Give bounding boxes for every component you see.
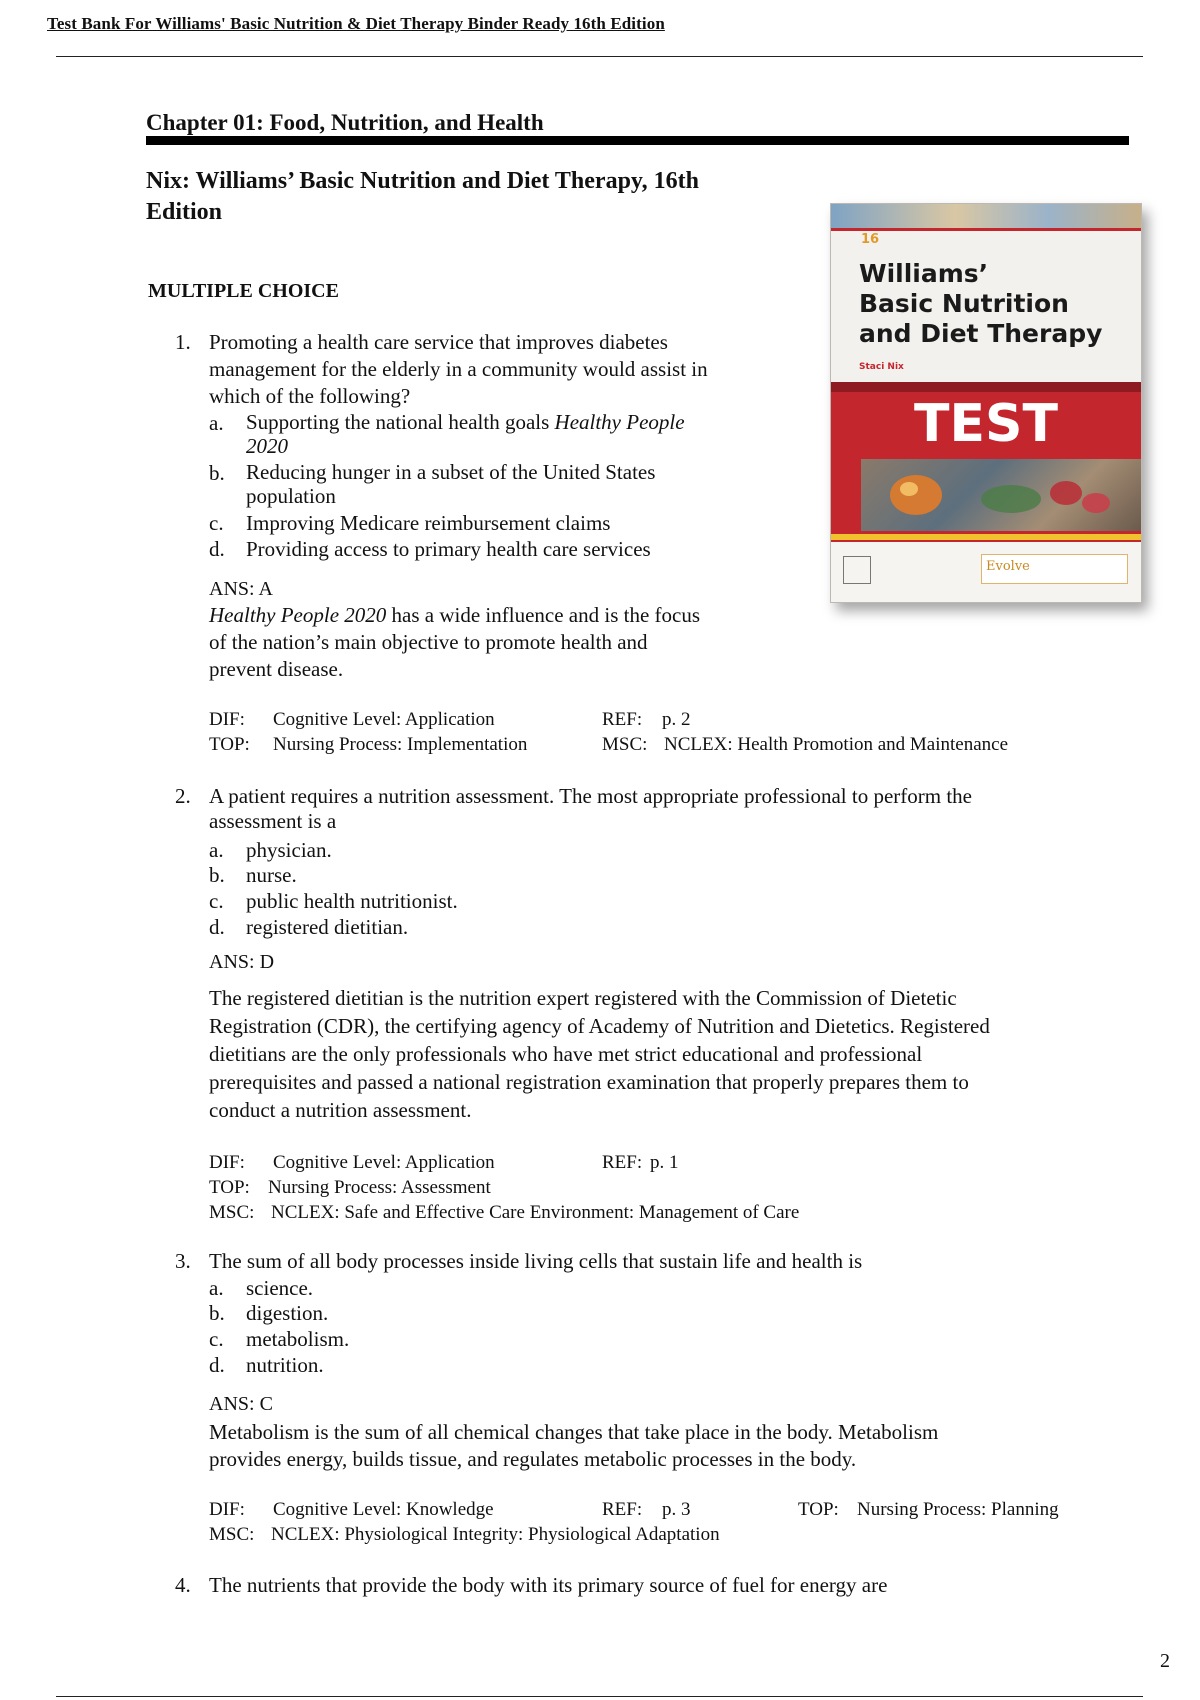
meta-dif-value: Cognitive Level: Knowledge xyxy=(273,1499,494,1520)
question-stem xyxy=(209,329,708,410)
option-letter: c. xyxy=(209,1327,224,1351)
page-number: 2 xyxy=(1160,1650,1170,1672)
book-title-line: Nix: Williams’ Basic Nutrition and Diet Therapy, 16th xyxy=(146,168,699,194)
cover-yellow-stripe xyxy=(831,534,1141,540)
rationale-line: conduct a nutrition assessment. xyxy=(209,1098,472,1122)
book-title xyxy=(146,166,699,228)
meta-top-value: Nursing Process: Implementation xyxy=(273,734,528,755)
option-letter: a. xyxy=(209,411,224,435)
option-line: Reducing hunger in a subset of the United States xyxy=(246,460,656,484)
cover-painting xyxy=(861,459,1141,531)
question-stem: The sum of all body processes inside living cells that sustain life and health is xyxy=(209,1249,863,1273)
option-text: science. xyxy=(246,1276,314,1300)
option-text-span: Supporting the national health goals xyxy=(246,410,555,434)
meta-msc-label: MSC: xyxy=(602,734,648,755)
meta-top-value: Nursing Process: Assessment xyxy=(268,1177,491,1198)
running-header: Test Bank For Williams' Basic Nutrition & Diet Therapy Binder Ready 16th Edition xyxy=(47,14,665,33)
option-letter: a. xyxy=(209,838,224,862)
meta-top-label: TOP: xyxy=(798,1499,839,1520)
meta-top-label: TOP: xyxy=(209,734,250,755)
meta-dif-value: Cognitive Level: Application xyxy=(273,1152,495,1173)
cover-test-bank-banner: TEST xyxy=(914,394,1058,454)
rationale xyxy=(209,984,990,1124)
rationale-line xyxy=(209,602,700,629)
question-number: 3. xyxy=(175,1249,191,1273)
option-letter: b. xyxy=(209,1301,225,1325)
answer-key: ANS: C xyxy=(209,1393,273,1415)
cover-painting-art xyxy=(861,459,1141,531)
question-stem: The nutrients that provide the body with its primary source of fuel for energy are xyxy=(209,1573,888,1597)
option-text: registered dietitian. xyxy=(246,915,409,939)
meta-top-label: TOP: xyxy=(209,1177,250,1198)
option-text: public health nutritionist. xyxy=(246,889,458,913)
meta-ref-label: REF: xyxy=(602,1152,643,1173)
book-cover-image xyxy=(830,203,1142,603)
question-stem xyxy=(209,783,972,835)
meta-dif-value: Cognitive Level: Application xyxy=(273,709,495,730)
cover-accent-line xyxy=(831,228,1141,231)
meta-top-value: Nursing Process: Planning xyxy=(857,1499,1059,1520)
rationale-text-span: has a wide influence and is the focus xyxy=(386,603,701,627)
option-letter: a. xyxy=(209,1276,224,1300)
option-text: metabolism. xyxy=(246,1327,350,1351)
rationale-line: The registered dietitian is the nutrition expert registered with the Commission of Dietetic xyxy=(209,986,957,1010)
option-text: digestion. xyxy=(246,1301,329,1325)
option-letter: b. xyxy=(209,461,225,485)
meta-msc-value: NCLEX: Physiological Integrity: Physiological Adaptation xyxy=(271,1524,720,1545)
option-text: physician. xyxy=(246,838,332,862)
question-number: 4. xyxy=(175,1573,191,1597)
cover-title xyxy=(859,259,1129,349)
cover-dark-strip xyxy=(831,382,1141,392)
cover-author: Staci Nix xyxy=(859,362,904,372)
chapter-rule xyxy=(146,136,1129,145)
rationale-line: Metabolism is the sum of all chemical changes that take place in the body. Metabolism xyxy=(209,1420,939,1444)
meta-msc-label: MSC: xyxy=(209,1524,255,1545)
chapter-title: Chapter 01: Food, Nutrition, and Health xyxy=(146,110,544,135)
rationale-line: Registration (CDR), the certifying agency of Academy of Nutrition and Dietetics. Registered xyxy=(209,1014,990,1038)
option-line xyxy=(246,410,685,434)
option-text: nutrition. xyxy=(246,1353,324,1377)
meta-ref-value: p. 1 xyxy=(650,1152,679,1173)
meta-msc-value: NCLEX: Health Promotion and Maintenance xyxy=(664,734,1009,755)
answer-key: ANS: D xyxy=(209,951,275,973)
option-letter: b. xyxy=(209,863,225,887)
question-stem-line: which of the following? xyxy=(209,384,411,408)
question-stem-line: Promoting a health care service that improves diabetes xyxy=(209,330,668,354)
question-stem-line: management for the elderly in a community would assist in xyxy=(209,357,708,381)
cover-evolve-label: Evolve xyxy=(986,559,1030,574)
meta-ref-label: REF: xyxy=(602,1499,643,1520)
option-letter: d. xyxy=(209,1353,225,1377)
meta-dif-label: DIF: xyxy=(209,1499,245,1520)
meta-ref-value: p. 3 xyxy=(662,1499,691,1520)
footer-rule xyxy=(56,1696,1143,1697)
rationale xyxy=(209,1419,938,1473)
meta-msc-value: NCLEX: Safe and Effective Care Environment: Management of Care xyxy=(271,1202,800,1223)
rationale-line: provides energy, builds tissue, and regulates metabolic processes in the body. xyxy=(209,1447,857,1471)
publisher-logo-icon xyxy=(843,556,871,584)
rationale-line: prerequisites and passed a national registration examination that properly prepares them to xyxy=(209,1070,969,1094)
cover-title-line: Basic Nutrition xyxy=(859,289,1069,318)
question-number: 1. xyxy=(175,330,191,354)
option-letter: d. xyxy=(209,915,225,939)
cover-title-line: and Diet Therapy xyxy=(859,319,1103,348)
meta-ref-label: REF: xyxy=(602,709,643,730)
option-text xyxy=(246,460,655,508)
rationale-line: dietitians are the only professionals who have met strict educational and professional xyxy=(209,1042,923,1066)
meta-msc-label: MSC: xyxy=(209,1202,255,1223)
option-text xyxy=(246,410,685,458)
question-number: 2. xyxy=(175,784,191,808)
option-letter: c. xyxy=(209,511,224,535)
rationale-line: of the nation’s main objective to promote health and xyxy=(209,630,648,654)
rationale-italic-span: Healthy People 2020 xyxy=(209,603,387,627)
meta-dif-label: DIF: xyxy=(209,709,245,730)
meta-dif-label: DIF: xyxy=(209,1152,245,1173)
option-text: Providing access to primary health care services xyxy=(246,537,651,561)
option-line: population xyxy=(246,484,336,508)
option-italic-span: Healthy People xyxy=(554,410,685,434)
option-letter: c. xyxy=(209,889,224,913)
option-text: Improving Medicare reimbursement claims xyxy=(246,511,611,535)
book-title-line: Edition xyxy=(146,199,223,225)
question-stem-line: assessment is a xyxy=(209,809,337,833)
meta-ref-value: p. 2 xyxy=(662,709,691,730)
option-line: 2020 xyxy=(246,434,288,458)
option-letter: d. xyxy=(209,537,225,561)
cover-artwork-top xyxy=(831,204,1141,228)
cover-edition: 16 xyxy=(861,232,880,247)
header-rule xyxy=(56,56,1143,57)
section-heading: MULTIPLE CHOICE xyxy=(148,280,339,302)
cover-title-line: Williams’ xyxy=(859,259,989,288)
option-text: nurse. xyxy=(246,863,297,887)
answer-key: ANS: A xyxy=(209,578,273,600)
question-stem-line: A patient requires a nutrition assessment. The most appropriate professional to perform the xyxy=(209,784,973,808)
rationale-line: prevent disease. xyxy=(209,657,344,681)
rationale xyxy=(209,602,700,683)
